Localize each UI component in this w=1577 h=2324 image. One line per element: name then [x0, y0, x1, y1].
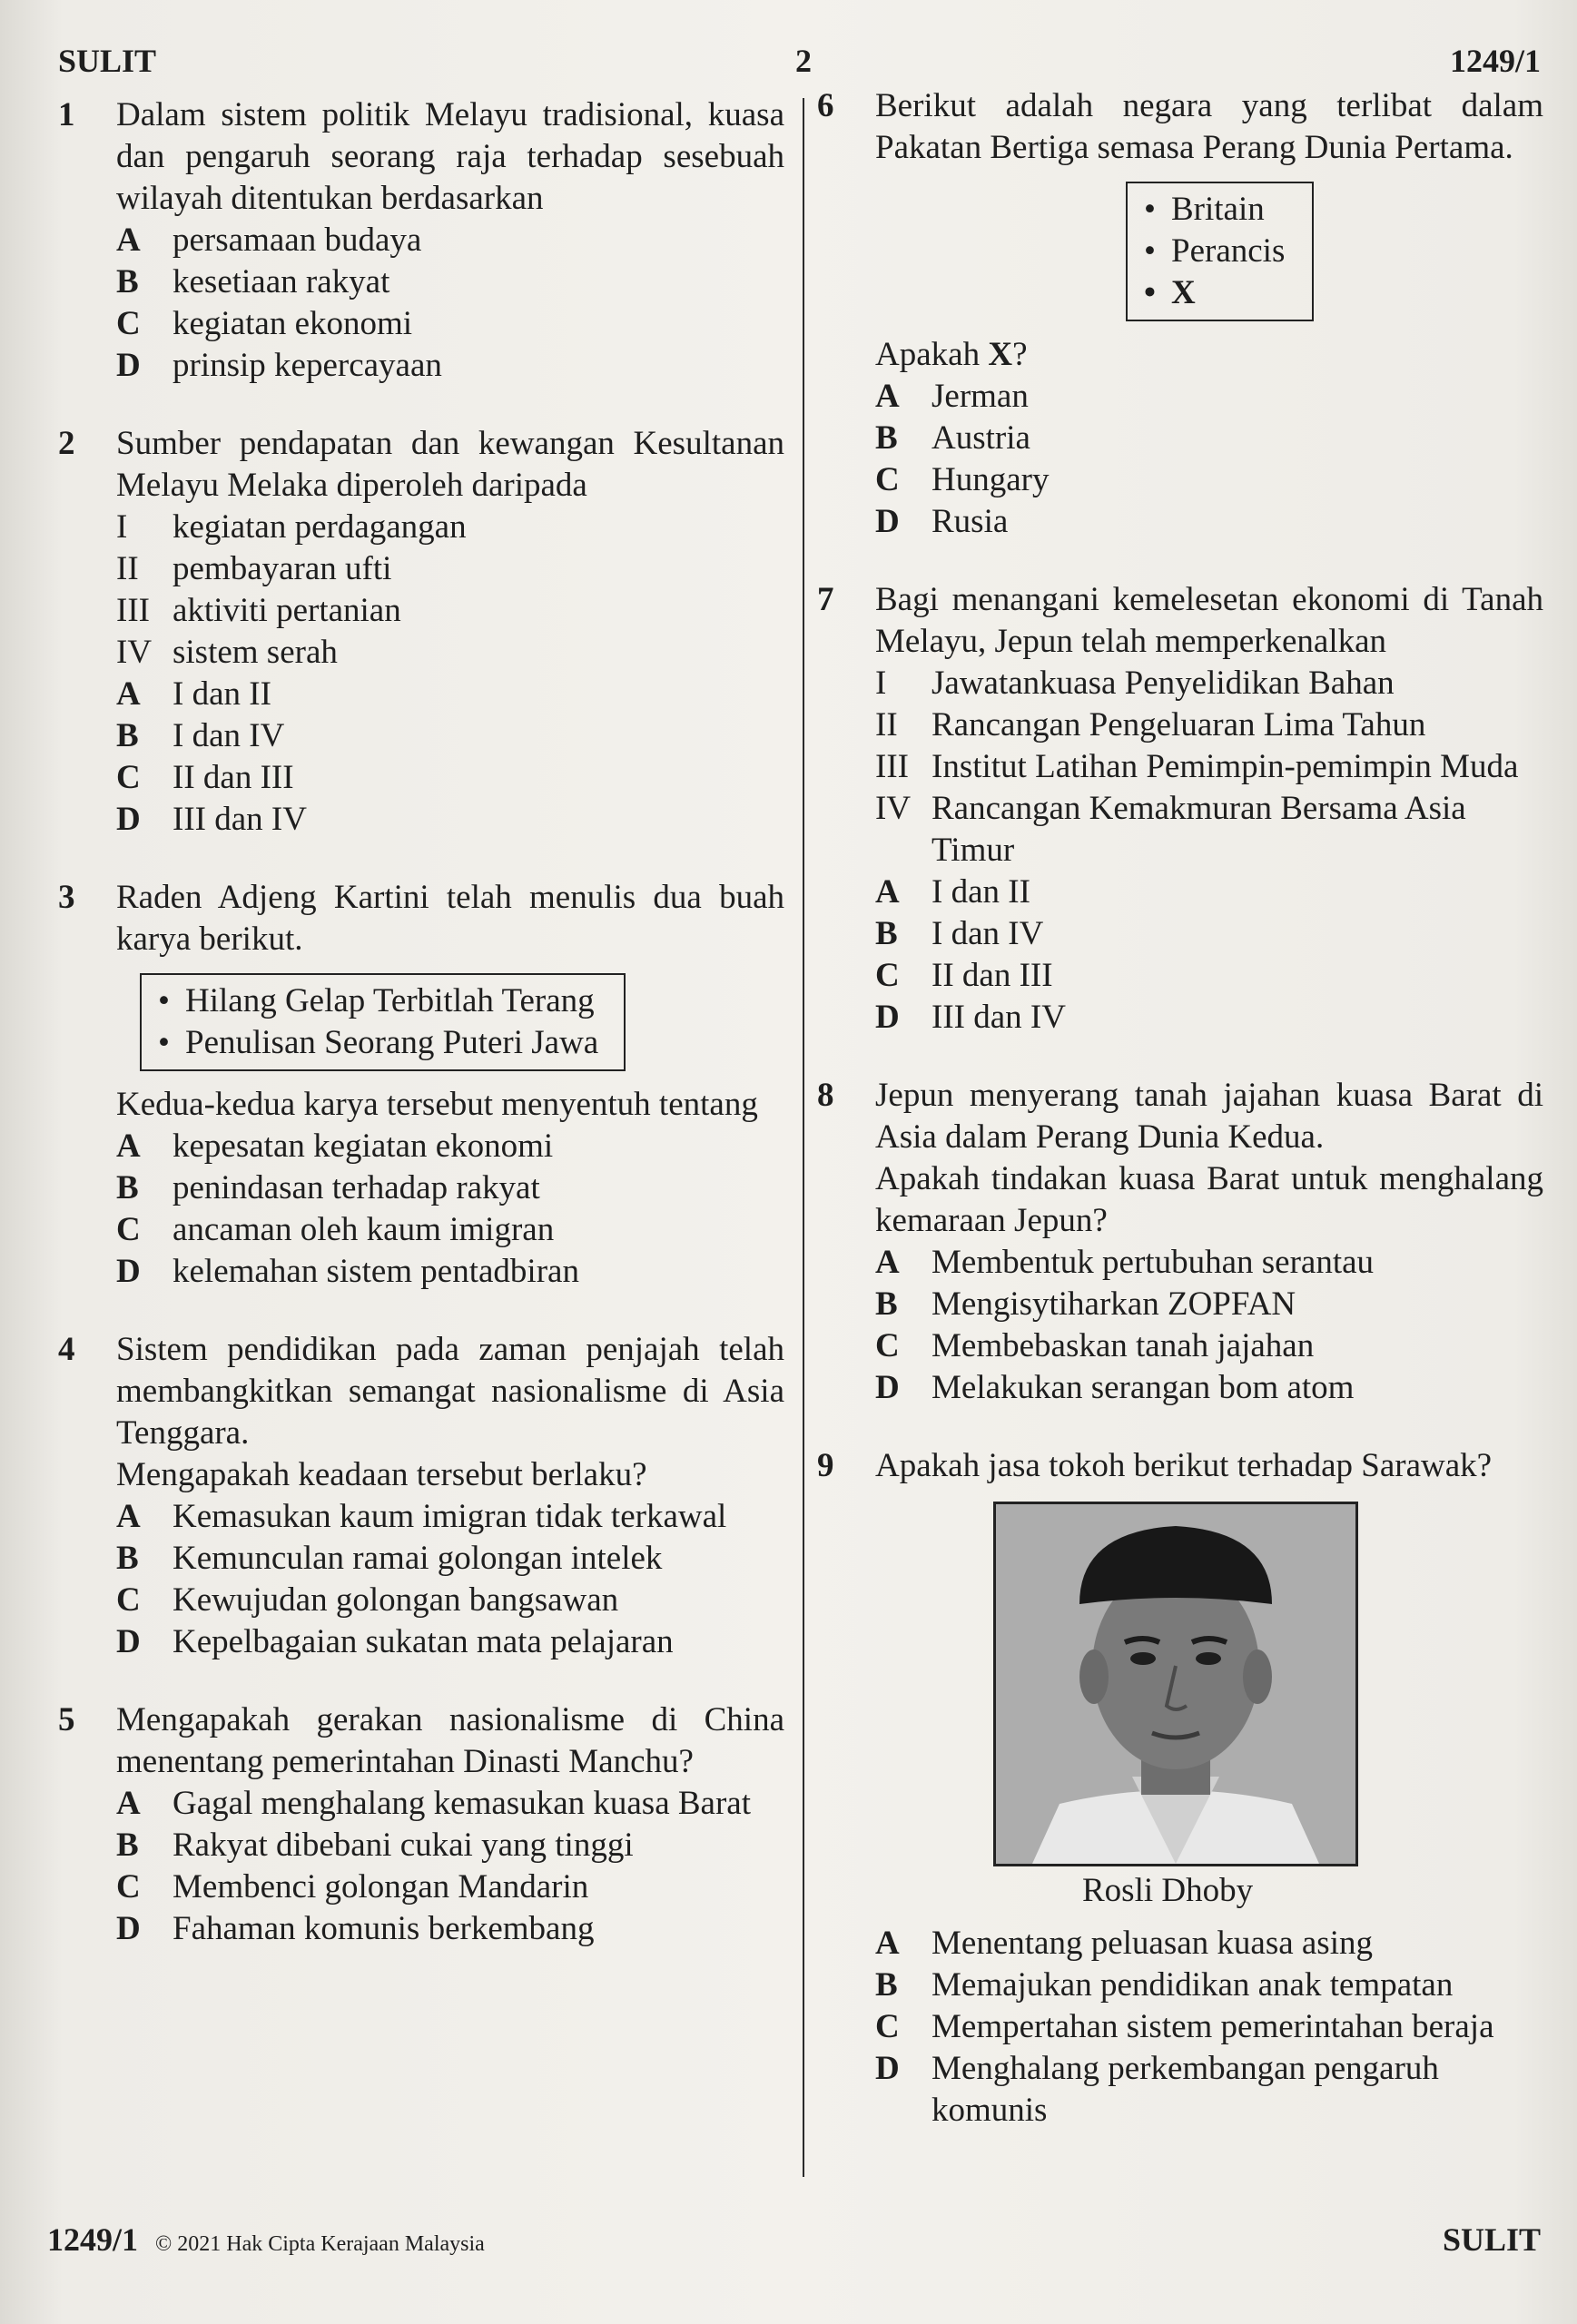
question-stem: Mengapakah gerakan nasionalisme di China menentang pemerintahan Dinasti Manchu?	[116, 1701, 784, 1780]
question-stem-2: Kedua-kedua karya tersebut menyentuh tentang	[116, 1086, 758, 1123]
box-item: • Perancis	[1144, 231, 1285, 272]
statement-iii: III aktiviti pertanian	[116, 592, 401, 629]
question-stem-2: Mengapakah keadaan tersebut berlaku?	[116, 1456, 647, 1493]
box-item: • Hilang Gelap Terbitlah Terang	[158, 980, 598, 1022]
question-4	[58, 1329, 784, 1663]
option-a[interactable]: A Jerman	[875, 378, 1029, 415]
option-d[interactable]: D Kepelbagaian sukatan mata pelajaran	[116, 1623, 674, 1660]
question-number: 8	[817, 1077, 834, 1114]
question-3	[58, 877, 784, 1293]
right-column	[817, 85, 1543, 2168]
option-c[interactable]: C Membenci golongan Mandarin	[116, 1868, 589, 1905]
option-c[interactable]: C II dan III	[116, 759, 294, 796]
option-d[interactable]: D kelemahan sistem pentadbiran	[116, 1253, 579, 1290]
option-b[interactable]: B kesetiaan rakyat	[116, 263, 390, 300]
question-5	[58, 1699, 784, 1950]
header-classification: SULIT	[58, 43, 157, 79]
statement-ii: II Rancangan Pengeluaran Lima Tahun	[875, 706, 1426, 743]
question-7	[817, 579, 1543, 1039]
option-c[interactable]: C Hungary	[875, 461, 1050, 498]
question-number: 1	[58, 96, 75, 133]
option-a[interactable]: A I dan II	[875, 873, 1030, 911]
statement-iii: III Institut Latihan Pemimpin-pemimpin Muda	[875, 748, 1519, 785]
question-stem: Jepun menyerang tanah jajahan kuasa Barat di Asia dalam Perang Dunia Kedua.	[875, 1077, 1543, 1156]
footer-left	[47, 2221, 485, 2259]
option-c[interactable]: C ancaman oleh kaum imigran	[116, 1211, 555, 1248]
option-a[interactable]: A Kemasukan kaum imigran tidak terkawal	[116, 1498, 727, 1535]
countries-box	[1126, 182, 1314, 321]
question-stem: Sumber pendapatan dan kewangan Kesultanan Melayu Melaka diperoleh daripada	[116, 425, 784, 504]
option-c[interactable]: C Kewujudan golongan bangsawan	[116, 1581, 619, 1619]
question-stem: Dalam sistem politik Melayu tradisional, kuasa dan pengaruh seorang raja terhadap sesebuah wilayah ditentukan berdasarkan	[116, 96, 784, 217]
works-box	[140, 973, 626, 1071]
option-d[interactable]: D Fahaman komunis berkembang	[116, 1910, 595, 1947]
question-6	[817, 85, 1543, 543]
portrait-image	[996, 1504, 1355, 1864]
statement-i: I kegiatan perdagangan	[116, 508, 467, 546]
question-number: 9	[817, 1447, 834, 1484]
question-stem-2: Apakah X?	[875, 336, 1028, 373]
option-d[interactable]: D Melakukan serangan bom atom	[875, 1369, 1355, 1406]
question-number: 4	[58, 1331, 75, 1368]
box-item: • X	[1144, 272, 1285, 314]
option-b[interactable]: B penindasan terhadap rakyat	[116, 1169, 540, 1206]
question-stem: Bagi menangani kemelesetan ekonomi di Tanah Melayu, Jepun telah memperkenalkan	[875, 581, 1543, 660]
question-number: 3	[58, 879, 75, 916]
option-a[interactable]: A Menentang peluasan kuasa asing	[875, 1925, 1373, 1962]
option-c[interactable]: C kegiatan ekonomi	[116, 305, 413, 342]
question-1	[58, 94, 784, 387]
box-item: • Penulisan Seorang Puteri Jawa	[158, 1022, 598, 1064]
option-a[interactable]: A I dan II	[116, 675, 271, 713]
portrait-caption: Rosli Dhoby	[1082, 1872, 1254, 1909]
option-d[interactable]: D prinsip kepercayaan	[116, 347, 442, 384]
option-d[interactable]: D III dan IV	[875, 999, 1066, 1036]
statement-i: I Jawatankuasa Penyelidikan Bahan	[875, 665, 1395, 702]
question-8	[817, 1075, 1543, 1409]
paper-code: 1249/1	[1449, 43, 1541, 79]
portrait-photo	[993, 1502, 1358, 1866]
left-column	[58, 94, 784, 1986]
option-a[interactable]: A Membentuk pertubuhan serantau	[875, 1244, 1375, 1281]
option-b[interactable]: B Austria	[875, 419, 1030, 457]
option-b[interactable]: B Memajukan pendidikan anak tempatan	[875, 1966, 1454, 2004]
question-2	[58, 423, 784, 841]
option-c[interactable]: C Membebaskan tanah jajahan	[875, 1327, 1315, 1364]
option-d[interactable]: D Menghalang perkembangan pengaruh komunis	[875, 2050, 1439, 2129]
question-stem: Apakah jasa tokoh berikut terhadap Sarawak?	[875, 1447, 1493, 1484]
option-a[interactable]: A Gagal menghalang kemasukan kuasa Barat	[116, 1785, 751, 1822]
question-number: 5	[58, 1701, 75, 1738]
option-c[interactable]: C Mempertahan sistem pemerintahan beraja	[875, 2008, 1494, 2045]
option-a[interactable]: A kepesatan kegiatan ekonomi	[116, 1128, 554, 1165]
question-number: 2	[58, 425, 75, 462]
question-number: 7	[817, 581, 834, 618]
statement-iv: IV sistem serah	[116, 634, 338, 671]
question-number: 6	[817, 87, 834, 124]
page-number: 2	[795, 43, 812, 79]
footer-copyright: © 2021 Hak Cipta Kerajaan Malaysia	[155, 2232, 485, 2256]
question-stem: Raden Adjeng Kartini telah menulis dua buah karya berikut.	[116, 879, 784, 958]
option-b[interactable]: B Mengisytiharkan ZOPFAN	[875, 1285, 1296, 1323]
box-item: • Britain	[1144, 189, 1285, 231]
option-b[interactable]: B Kemunculan ramai golongan intelek	[116, 1540, 663, 1577]
option-b[interactable]: B I dan IV	[116, 717, 285, 754]
statement-ii: II pembayaran ufti	[116, 550, 392, 587]
option-d[interactable]: D Rusia	[875, 503, 1009, 540]
footer-code: 1249/1	[47, 2221, 139, 2258]
option-d[interactable]: D III dan IV	[116, 801, 307, 838]
question-stem: Berikut adalah negara yang terlibat dalam Pakatan Bertiga semasa Perang Dunia Pertama.	[875, 87, 1543, 166]
question-stem-2: Apakah tindakan kuasa Barat untuk menghalang kemaraan Jepun?	[875, 1160, 1543, 1239]
option-b[interactable]: B I dan IV	[875, 915, 1044, 952]
question-9	[817, 1445, 1543, 2132]
question-stem: Sistem pendidikan pada zaman penjajah telah membangkitkan semangat nasionalisme di Asia Tenggara.	[116, 1331, 784, 1452]
option-c[interactable]: C II dan III	[875, 957, 1053, 994]
footer-classification: SULIT	[1442, 2221, 1541, 2258]
option-b[interactable]: B Rakyat dibebani cukai yang tinggi	[116, 1827, 634, 1864]
option-a[interactable]: A persamaan budaya	[116, 222, 422, 259]
column-divider	[803, 98, 804, 2177]
statement-iv: IV Rancangan Kemakmuran Bersama Asia Timur	[875, 790, 1466, 869]
